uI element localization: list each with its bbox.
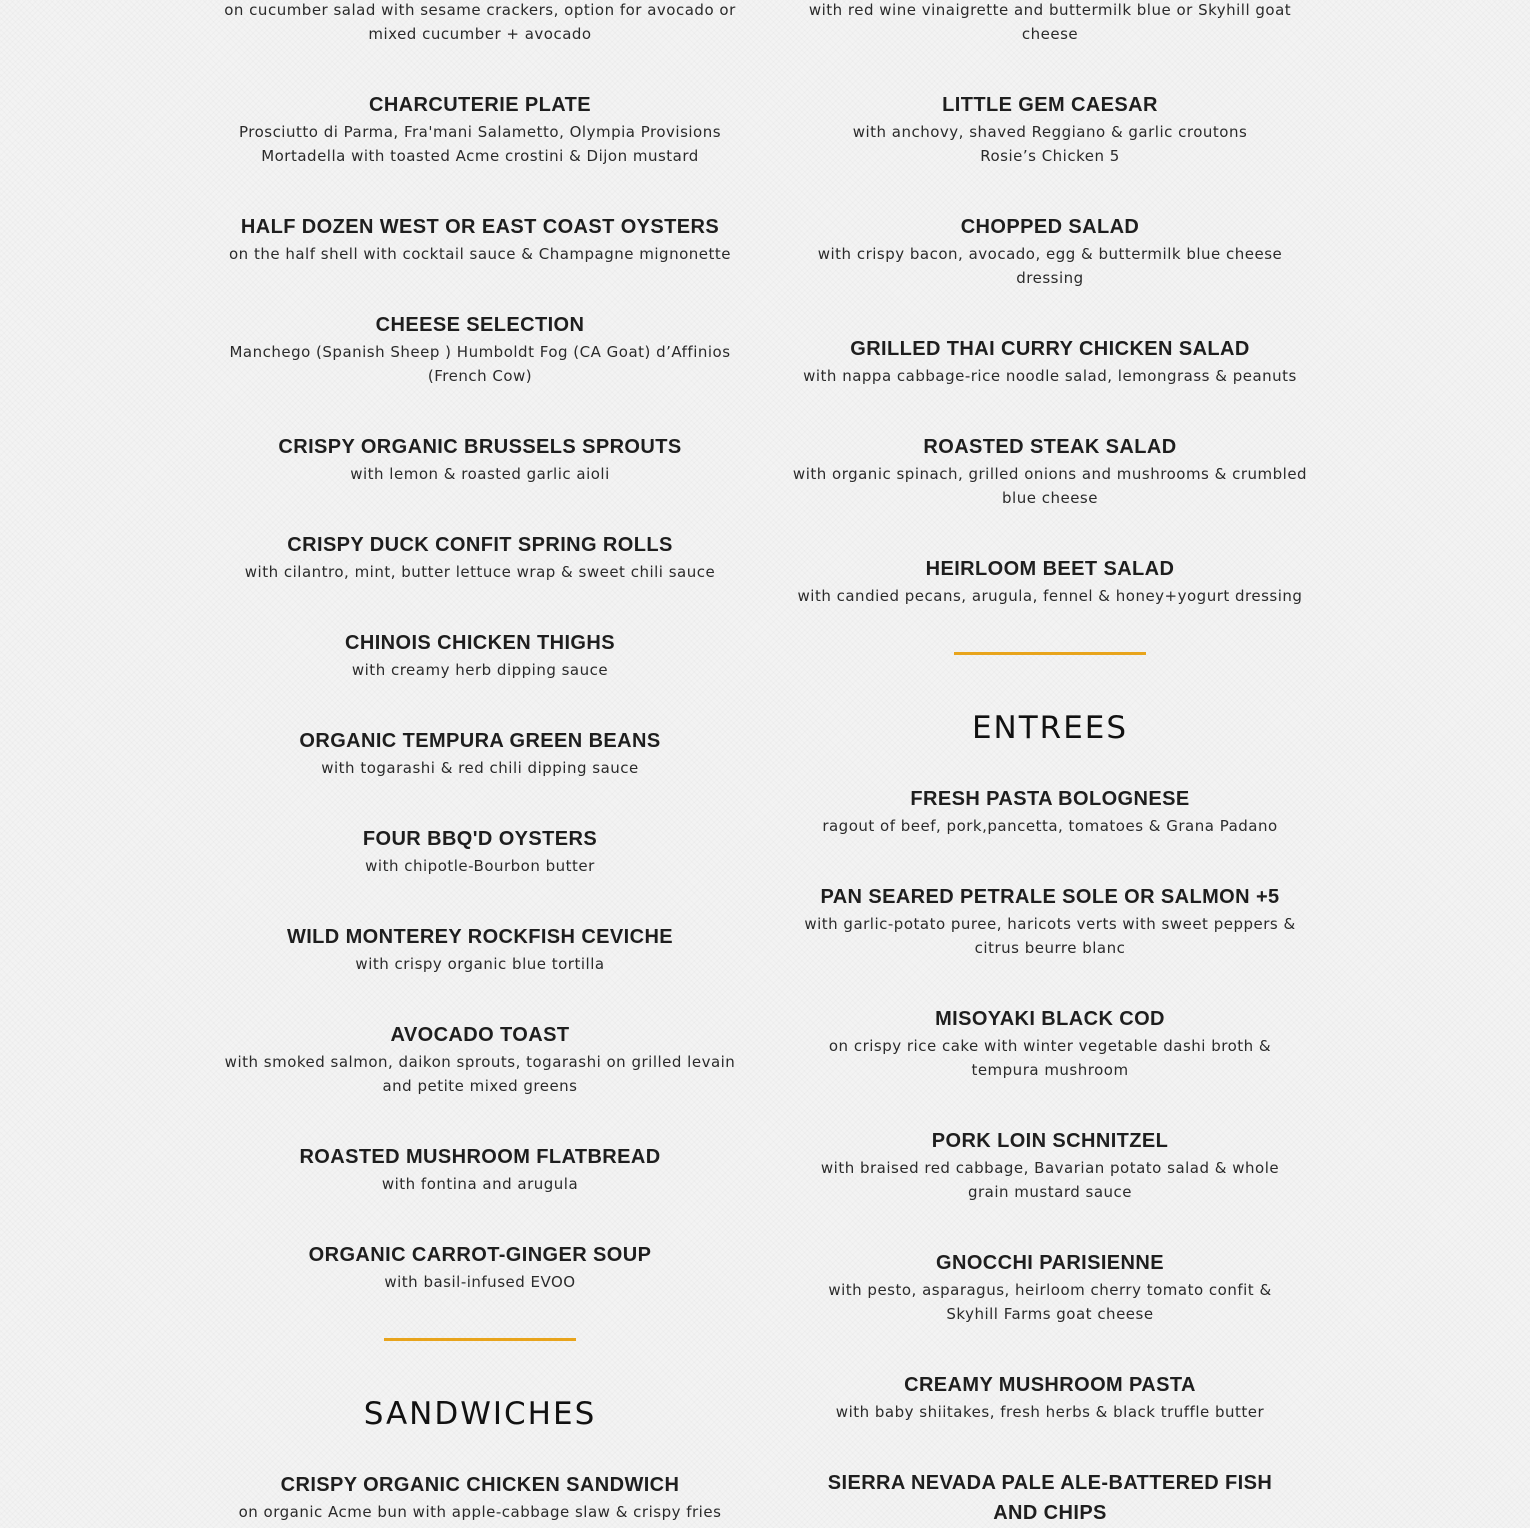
menu-item bbox=[790, 784, 1310, 838]
item-description: with nappa cabbage-rice noodle salad, lemongrass & peanuts bbox=[803, 367, 1297, 385]
item-description: with creamy herb dipping sauce bbox=[351, 661, 609, 679]
item-description: on cucumber salad with sesame crackers, option for avocado or mixed cucumber + avocado bbox=[224, 1, 736, 43]
item-description: with candied pecans, arugula, fennel & honey+yogurt dressing bbox=[797, 587, 1303, 605]
item-name: CRISPY ORGANIC CHICKEN SANDWICH bbox=[280, 1474, 680, 1496]
item-name: MISOYAKI BLACK COD bbox=[935, 1008, 1165, 1030]
item-description: with basil-infused EVOO bbox=[384, 1273, 576, 1291]
item-name: GNOCCHI PARISIENNE bbox=[936, 1252, 1164, 1274]
item-description: with chipotle-Bourbon butter bbox=[365, 857, 595, 875]
menu-item bbox=[220, 310, 740, 388]
item-name: WILD MONTEREY ROCKFISH CEVICHE bbox=[286, 926, 674, 948]
item-name: PORK LOIN SCHNITZEL bbox=[931, 1130, 1169, 1152]
menu-item bbox=[790, 1004, 1310, 1082]
item-description: with lemon & roasted garlic aioli bbox=[350, 465, 610, 483]
menu-item bbox=[790, 1126, 1310, 1204]
item-name: FOUR BBQ'D OYSTERS bbox=[362, 828, 598, 850]
item-name: CHINOIS CHICKEN THIGHS bbox=[345, 632, 615, 654]
menu-item bbox=[790, 1248, 1310, 1326]
item-name: GRILLED THAI CURRY CHICKEN SALAD bbox=[850, 338, 1250, 360]
item-name: PAN SEARED PETRALE SOLE OR SALMON +5 bbox=[820, 886, 1280, 908]
section-title-entrees: ENTREES bbox=[971, 710, 1129, 746]
section-divider bbox=[384, 1338, 576, 1341]
menu-column-left bbox=[220, 0, 740, 1524]
menu-column-right bbox=[790, 0, 1310, 1528]
item-description: on the half shell with cocktail sauce & Champagne mignonette bbox=[229, 245, 731, 263]
item-name: ORGANIC CARROT-GINGER SOUP bbox=[308, 1244, 652, 1266]
item-name: SIERRA NEVADA PALE ALE-BATTERED FISH AND CHIPS bbox=[827, 1472, 1273, 1524]
menu-item bbox=[220, 1142, 740, 1196]
item-description: with garlic-potato puree, haricots verts with sweet peppers & citrus beurre blanc bbox=[804, 915, 1296, 957]
item-description: ragout of beef, pork,pancetta, tomatoes & Grana Padano bbox=[822, 817, 1278, 835]
item-name: ROASTED MUSHROOM FLATBREAD bbox=[299, 1146, 661, 1168]
menu-item bbox=[220, 1240, 740, 1294]
item-description: on crispy rice cake with winter vegetable dashi broth & tempura mushroom bbox=[828, 1037, 1272, 1079]
section-title-sandwiches: SANDWICHES bbox=[363, 1396, 597, 1432]
item-name: LITTLE GEM CAESAR bbox=[942, 94, 1158, 116]
item-name: CHOPPED SALAD bbox=[960, 216, 1140, 238]
section-divider bbox=[954, 652, 1146, 655]
item-description: Prosciutto di Parma, Fra'mani Salametto, Olympia Provisions Mortadella with toasted Acme crostini & Dijon mustard bbox=[238, 123, 722, 165]
item-description: with fontina and arugula bbox=[381, 1175, 579, 1193]
item-description: with baby shiitakes, fresh herbs & black truffle butter bbox=[835, 1403, 1265, 1421]
menu-item bbox=[220, 628, 740, 682]
item-description: with smoked salmon, daikon sprouts, togarashi on grilled levain and petite mixed greens bbox=[224, 1053, 736, 1095]
menu-item bbox=[790, 212, 1310, 290]
item-name: HALF DOZEN WEST OR EAST COAST OYSTERS bbox=[240, 216, 720, 238]
item-name: CRISPY DUCK CONFIT SPRING ROLLS bbox=[287, 534, 673, 556]
item-extra: Rosie’s Chicken 5 bbox=[980, 147, 1120, 165]
item-description: with braised red cabbage, Bavarian potato salad & whole grain mustard sauce bbox=[820, 1159, 1280, 1201]
menu-item bbox=[220, 726, 740, 780]
item-name: ROASTED STEAK SALAD bbox=[923, 436, 1177, 458]
menu-item bbox=[790, 1468, 1310, 1528]
menu-item bbox=[220, 212, 740, 266]
item-description: with crispy organic blue tortilla bbox=[355, 955, 605, 973]
item-description: with pesto, asparagus, heirloom cherry tomato confit & Skyhill Farms goat cheese bbox=[828, 1281, 1272, 1323]
menu-item bbox=[790, 882, 1310, 960]
menu-item bbox=[790, 334, 1310, 388]
item-name: AVOCADO TOAST bbox=[390, 1024, 570, 1046]
item-name: ORGANIC TEMPURA GREEN BEANS bbox=[299, 730, 661, 752]
menu-item bbox=[790, 554, 1310, 608]
menu-item bbox=[220, 530, 740, 584]
item-name: HEIRLOOM BEET SALAD bbox=[925, 558, 1175, 580]
menu-item bbox=[790, 90, 1310, 168]
menu-item bbox=[220, 1470, 740, 1524]
item-description: with organic spinach, grilled onions and mushrooms & crumbled blue cheese bbox=[792, 465, 1308, 507]
item-description: Manchego (Spanish Sheep ) Humboldt Fog (CA Goat) d’Affinios (French Cow) bbox=[229, 343, 731, 385]
item-description: with crispy bacon, avocado, egg & buttermilk blue cheese dressing bbox=[817, 245, 1283, 287]
item-description: on organic Acme bun with apple-cabbage slaw & crispy fries bbox=[238, 1503, 722, 1521]
menu-item bbox=[220, 1020, 740, 1098]
item-description: with cilantro, mint, butter lettuce wrap & sweet chili sauce bbox=[244, 563, 716, 581]
item-description: with anchovy, shaved Reggiano & garlic croutons bbox=[852, 123, 1248, 141]
menu-item bbox=[790, 1370, 1310, 1424]
item-name: CHEESE SELECTION bbox=[375, 314, 585, 336]
menu-item bbox=[220, 922, 740, 976]
item-name: CRISPY ORGANIC BRUSSELS SPROUTS bbox=[278, 436, 682, 458]
item-name: CREAMY MUSHROOM PASTA bbox=[904, 1374, 1196, 1396]
item-description: with red wine vinaigrette and buttermilk blue or Skyhill goat cheese bbox=[808, 1, 1292, 43]
menu-item bbox=[220, 432, 740, 486]
menu-item bbox=[220, 824, 740, 878]
item-name: FRESH PASTA BOLOGNESE bbox=[910, 788, 1190, 810]
item-name: CHARCUTERIE PLATE bbox=[369, 94, 591, 116]
menu-item bbox=[790, 432, 1310, 510]
item-description: with togarashi & red chili dipping sauce bbox=[321, 759, 639, 777]
menu-item bbox=[220, 90, 740, 168]
